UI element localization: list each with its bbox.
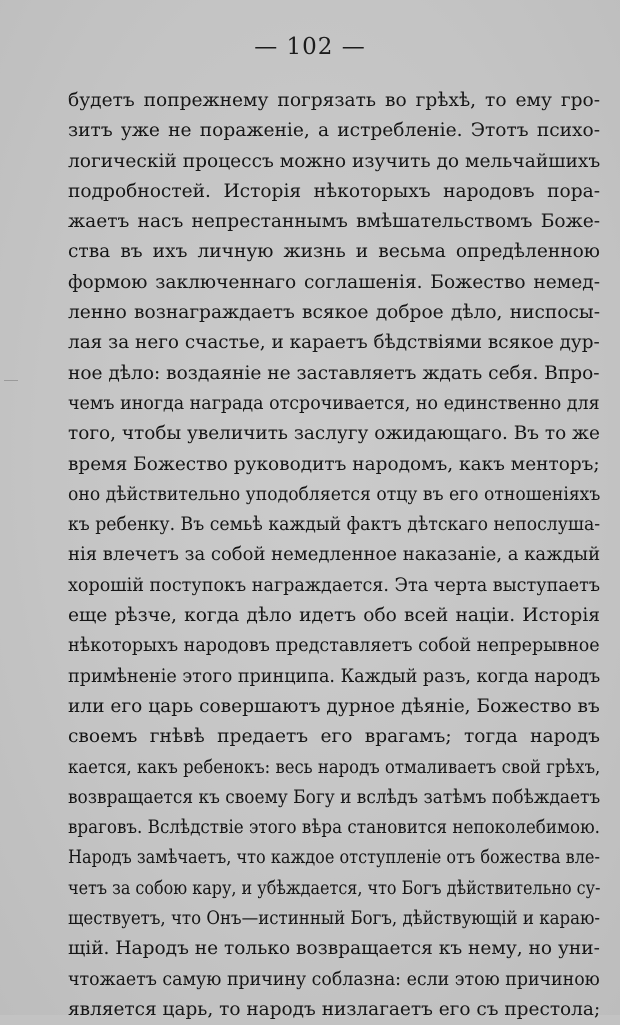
margin-mark (4, 380, 18, 381)
text-line: къ ребенку. Въ семьѣ каждый фактъ дѣтскаго непослуша- (68, 514, 601, 536)
text-body (68, 86, 600, 1025)
text-line: логическій процессъ можно изучить до мельчайшихъ (68, 150, 601, 172)
text-line: ленно вознаграждаетъ всякое доброе дѣло, ниспосы- (68, 302, 600, 324)
text-line: того, чтобы увеличить заслугу ожидающаго. Въ то же (68, 423, 600, 445)
text-line: является царь, то народъ низлагаетъ его съ престола; (68, 998, 601, 1020)
text-line: нія влечетъ за собой немедленное наказаніе, а каждый (68, 544, 601, 566)
text-line: примѣненіе этого принципа. Каждый разъ, когда народъ (68, 665, 601, 687)
text-line: подробностей. Исторія нѣкоторыхъ народовъ пора- (68, 180, 600, 202)
text-line: время Божество руководитъ народомъ, какъ менторъ; (68, 453, 600, 475)
text-line: будетъ попрежнему погрязать во грѣхѣ, то ему гро- (68, 90, 600, 111)
text-line: ное дѣло: воздаяніе не заставляетъ ждать себя. Впро- (68, 362, 600, 384)
text-line: лая за него счастье, и караетъ бѣдствіями всякое дур- (68, 332, 600, 354)
text-line: чтожаетъ самую причину соблазна: если этою причиною (68, 968, 600, 990)
text-line: жаетъ насъ непрестаннымъ вмѣшательствомъ Боже- (68, 211, 600, 233)
text-line: оно дѣйствительно уподобляется отцу въ его отношеніяхъ (68, 483, 601, 505)
page-number: — 102 — (254, 34, 366, 60)
text-line: хорошій поступокъ награждается. Эта черта выступаетъ (68, 574, 601, 596)
text-line: формою заключеннаго соглашенія. Божество немед- (68, 271, 600, 293)
text-line: или его царь совершаютъ дурное дѣяніе, Божество въ (68, 695, 600, 717)
text-line: возвращается къ своему Богу и вслѣдъ затѣмъ побѣждаетъ (68, 786, 601, 808)
text-line: нѣкоторыхъ народовъ представляетъ собой непрерывное (68, 635, 600, 657)
text-line: чемъ иногда награда отсрочивается, но единственно для (68, 392, 600, 414)
text-line: щій. Народъ не только возвращается къ нему, но уни- (68, 938, 600, 960)
text-line: кается, какъ ребенокъ: весь народъ отмаливаетъ свой грѣхъ, (68, 756, 601, 778)
text-line: ществуетъ, что Онъ—истинный Богъ, дѣйствующій и караю- (68, 908, 601, 930)
text-line: четъ за собою кару, и убѣждается, что Богъ дѣйствительно су- (68, 877, 601, 899)
text-line: своемъ гнѣвѣ предаетъ его врагамъ; тогда народъ (68, 726, 600, 748)
text-line: враговъ. Вслѣдствіе этого вѣра становится непоколебимою. (68, 817, 600, 839)
text-line: ства въ ихъ личную жизнь и весьма опредѣленною (68, 241, 600, 263)
text-line: зитъ уже не пораженіе, а истребленіе. Этотъ психо- (68, 120, 600, 142)
text-line: Народъ замѣчаетъ, что каждое отступленіе отъ божества вле- (68, 847, 600, 869)
text-line: еще рѣзче, когда дѣло идетъ обо всей націи. Исторія (68, 605, 600, 627)
